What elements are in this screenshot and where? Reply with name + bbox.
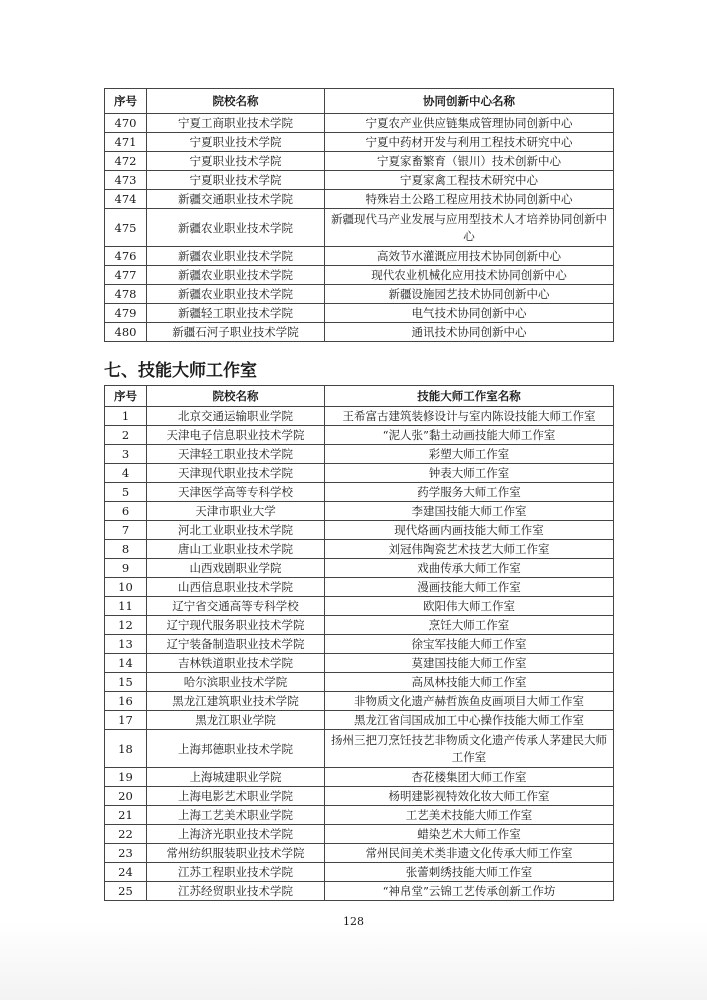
center-name: 宁夏中药材开发与利用工程技术研究中心 [325, 133, 614, 152]
school-name: 新疆农业职业技术学院 [147, 247, 325, 266]
row-number: 4 [105, 464, 147, 483]
center-name: 刘冠伟陶瓷艺术技艺大师工作室 [325, 540, 614, 559]
center-name: 宁夏家禽工程技术研究中心 [325, 171, 614, 190]
header-school: 院校名称 [147, 386, 325, 407]
table-row [105, 559, 614, 578]
table-header-row [105, 89, 614, 114]
center-name: 电气技术协同创新中心 [325, 304, 614, 323]
innovation-center-table [104, 88, 614, 342]
row-number: 471 [105, 133, 147, 152]
row-number: 5 [105, 483, 147, 502]
row-number: 3 [105, 445, 147, 464]
table-row [105, 502, 614, 521]
table-row [105, 768, 614, 787]
center-name: 李建国技能大师工作室 [325, 502, 614, 521]
school-name: 天津电子信息职业技术学院 [147, 426, 325, 445]
table-row [105, 171, 614, 190]
school-name: 宁夏工商职业技术学院 [147, 114, 325, 133]
table-row [105, 464, 614, 483]
center-name: 欧阳伟大师工作室 [325, 597, 614, 616]
table-row [105, 114, 614, 133]
table-row [105, 616, 614, 635]
row-number: 14 [105, 654, 147, 673]
school-name: 宁夏职业技术学院 [147, 133, 325, 152]
table-row [105, 152, 614, 171]
center-name: 烹饪大师工作室 [325, 616, 614, 635]
row-number: 472 [105, 152, 147, 171]
table-row [105, 483, 614, 502]
school-name: 唐山工业职业技术学院 [147, 540, 325, 559]
center-name: 徐宝军技能大师工作室 [325, 635, 614, 654]
row-number: 22 [105, 825, 147, 844]
school-name: 天津轻工职业技术学院 [147, 445, 325, 464]
school-name: 新疆轻工职业技术学院 [147, 304, 325, 323]
center-name: 戏曲传承大师工作室 [325, 559, 614, 578]
center-name: 宁夏农产业供应链集成管理协同创新中心 [325, 114, 614, 133]
table-row [105, 407, 614, 426]
row-number: 478 [105, 285, 147, 304]
school-name: 新疆农业职业技术学院 [147, 266, 325, 285]
table-row [105, 597, 614, 616]
center-name: 新疆设施园艺技术协同创新中心 [325, 285, 614, 304]
school-name: 黑龙江职业学院 [147, 711, 325, 730]
header-number: 序号 [105, 89, 147, 114]
row-number: 7 [105, 521, 147, 540]
row-number: 18 [105, 730, 147, 768]
table-row [105, 133, 614, 152]
center-name: 蜡染艺术大师工作室 [325, 825, 614, 844]
table-row [105, 521, 614, 540]
row-number: 21 [105, 806, 147, 825]
row-number: 13 [105, 635, 147, 654]
master-studio-table [104, 385, 614, 901]
school-name: 新疆交通职业技术学院 [147, 190, 325, 209]
row-number: 1 [105, 407, 147, 426]
header-center-name: 协同创新中心名称 [325, 89, 614, 114]
center-name: 通讯技术协同创新中心 [325, 323, 614, 342]
table-row [105, 285, 614, 304]
school-name: 北京交通运输职业学院 [147, 407, 325, 426]
school-name: 上海邦德职业技术学院 [147, 730, 325, 768]
center-name: 高凤林技能大师工作室 [325, 673, 614, 692]
center-name: 高效节水灌溉应用技术协同创新中心 [325, 247, 614, 266]
school-name: 天津医学高等专科学校 [147, 483, 325, 502]
row-number: 23 [105, 844, 147, 863]
row-number: 477 [105, 266, 147, 285]
header-studio-name: 技能大师工作室名称 [325, 386, 614, 407]
center-name: 黑龙江省闫国成加工中心操作技能大师工作室 [325, 711, 614, 730]
table-row [105, 266, 614, 285]
row-number: 470 [105, 114, 147, 133]
row-number: 474 [105, 190, 147, 209]
table-row [105, 825, 614, 844]
school-name: 宁夏职业技术学院 [147, 171, 325, 190]
school-name: 山西戏剧职业学院 [147, 559, 325, 578]
center-name: 扬州三把刀烹饪技艺非物质文化遗产传承人茅建民大师工作室 [325, 730, 614, 768]
school-name: 上海工艺美术职业学院 [147, 806, 325, 825]
table-row [105, 863, 614, 882]
school-name: 哈尔滨职业技术学院 [147, 673, 325, 692]
center-name: 宁夏家畜繁育（银川）技术创新中心 [325, 152, 614, 171]
school-name: 辽宁省交通高等专科学校 [147, 597, 325, 616]
school-name: 黑龙江建筑职业技术学院 [147, 692, 325, 711]
header-number: 序号 [105, 386, 147, 407]
page-number: 128 [343, 915, 364, 928]
row-number: 476 [105, 247, 147, 266]
row-number: 480 [105, 323, 147, 342]
school-name: 新疆农业职业技术学院 [147, 209, 325, 247]
school-name: 常州纺织服装职业技术学院 [147, 844, 325, 863]
school-name: 山西信息职业技术学院 [147, 578, 325, 597]
header-school: 院校名称 [147, 89, 325, 114]
row-number: 9 [105, 559, 147, 578]
school-name: 江苏经贸职业技术学院 [147, 882, 325, 901]
table-row [105, 844, 614, 863]
center-name: 彩塑大师工作室 [325, 445, 614, 464]
table-row [105, 730, 614, 768]
center-name: 漫画技能大师工作室 [325, 578, 614, 597]
table-row [105, 711, 614, 730]
table-row [105, 426, 614, 445]
row-number: 24 [105, 863, 147, 882]
center-name: 钟表大师工作室 [325, 464, 614, 483]
school-name: 上海电影艺术职业学院 [147, 787, 325, 806]
school-name: 上海济光职业技术学院 [147, 825, 325, 844]
table-row [105, 247, 614, 266]
table-row [105, 190, 614, 209]
row-number: 473 [105, 171, 147, 190]
table-row [105, 578, 614, 597]
table-row [105, 673, 614, 692]
center-name: 非物质文化遗产赫哲族鱼皮画项目大师工作室 [325, 692, 614, 711]
row-number: 25 [105, 882, 147, 901]
table-row [105, 304, 614, 323]
school-name: 河北工业职业技术学院 [147, 521, 325, 540]
row-number: 479 [105, 304, 147, 323]
center-name: “泥人张”黏土动画技能大师工作室 [325, 426, 614, 445]
center-name: 现代烙画内画技能大师工作室 [325, 521, 614, 540]
school-name: 吉林铁道职业技术学院 [147, 654, 325, 673]
center-name: 药学服务大师工作室 [325, 483, 614, 502]
center-name: 常州民间美术类非遗文化传承大师工作室 [325, 844, 614, 863]
table-row [105, 635, 614, 654]
center-name: 工艺美术技能大师工作室 [325, 806, 614, 825]
school-name: 宁夏职业技术学院 [147, 152, 325, 171]
row-number: 6 [105, 502, 147, 521]
row-number: 20 [105, 787, 147, 806]
table-row [105, 692, 614, 711]
center-name: 特殊岩土公路工程应用技术协同创新中心 [325, 190, 614, 209]
school-name: 天津现代职业技术学院 [147, 464, 325, 483]
table-header-row [105, 386, 614, 407]
center-name: “神帛堂”云锦工艺传承创新工作坊 [325, 882, 614, 901]
row-number: 8 [105, 540, 147, 559]
table-row [105, 209, 614, 247]
center-name: 新疆现代马产业发展与应用型技术人才培养协同创新中心 [325, 209, 614, 247]
table-row [105, 654, 614, 673]
section-title: 七、技能大师工作室 [104, 361, 257, 381]
school-name: 天津市职业大学 [147, 502, 325, 521]
center-name: 现代农业机械化应用技术协同创新中心 [325, 266, 614, 285]
school-name: 辽宁装备制造职业技术学院 [147, 635, 325, 654]
table-row [105, 882, 614, 901]
row-number: 2 [105, 426, 147, 445]
row-number: 475 [105, 209, 147, 247]
school-name: 新疆农业职业技术学院 [147, 285, 325, 304]
school-name: 上海城建职业学院 [147, 768, 325, 787]
row-number: 10 [105, 578, 147, 597]
center-name: 莫建国技能大师工作室 [325, 654, 614, 673]
school-name: 江苏工程职业技术学院 [147, 863, 325, 882]
row-number: 15 [105, 673, 147, 692]
school-name: 新疆石河子职业技术学院 [147, 323, 325, 342]
row-number: 16 [105, 692, 147, 711]
row-number: 17 [105, 711, 147, 730]
table-row [105, 540, 614, 559]
row-number: 12 [105, 616, 147, 635]
school-name: 辽宁现代服务职业技术学院 [147, 616, 325, 635]
table-row [105, 445, 614, 464]
center-name: 王希富古建筑装修设计与室内陈设技能大师工作室 [325, 407, 614, 426]
center-name: 张蕾刺绣技能大师工作室 [325, 863, 614, 882]
row-number: 19 [105, 768, 147, 787]
table-row [105, 787, 614, 806]
table-row [105, 323, 614, 342]
center-name: 杨明建影视特效化妆大师工作室 [325, 787, 614, 806]
table-row [105, 806, 614, 825]
center-name: 杏花楼集团大师工作室 [325, 768, 614, 787]
row-number: 11 [105, 597, 147, 616]
